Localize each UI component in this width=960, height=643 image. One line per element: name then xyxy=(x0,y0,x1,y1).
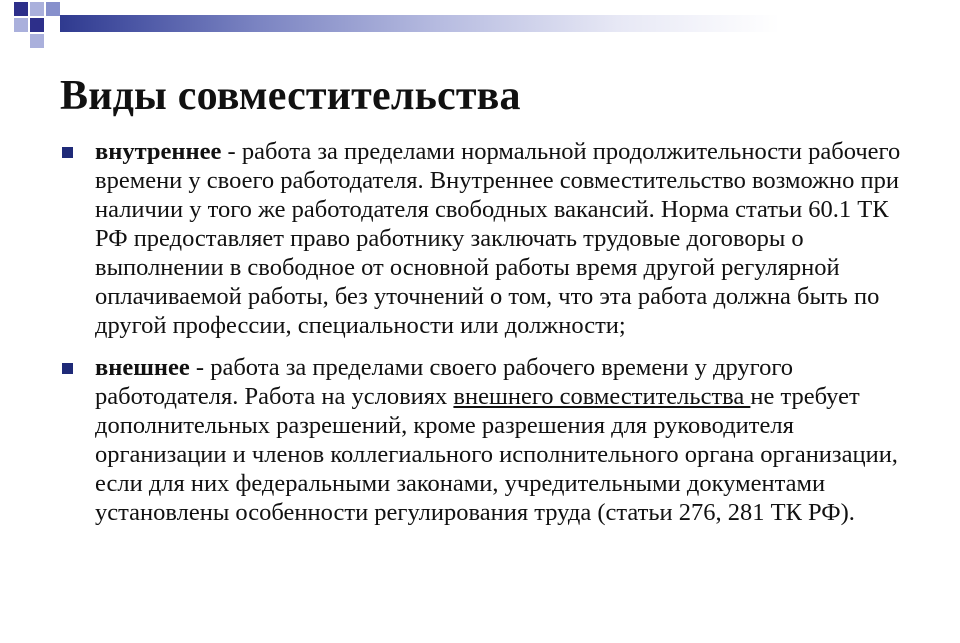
item-text: - работа за пределами своего рабочего времени у другого работодателя. Работа на условиях xyxy=(95,354,794,410)
square-bullet-icon xyxy=(62,147,73,158)
list-item xyxy=(60,353,920,527)
decor-square xyxy=(14,2,28,16)
decor-square xyxy=(30,18,44,32)
header-gradient-bar xyxy=(60,15,960,32)
top-decorative-band xyxy=(0,0,960,48)
slide-title: Виды совместительства xyxy=(60,73,521,119)
term-external: внешнее xyxy=(95,354,190,381)
decor-square xyxy=(30,34,44,48)
list-item xyxy=(60,137,920,340)
item-text: - работа за пределами нормальной продолжительности рабочего времени у своего работодателя. Внутреннее совместительство возможно при наличии у того же работодателя свободных вакансий. Норма статьи 60.1 ТК РФ предоставляет право работнику заключать трудовые договоры о выполнении в свободное от основной работы время другой регулярной оплачиваемой работы, без уточнений о том, что эта работа должна быть по другой профессии, специальности или должности; xyxy=(95,138,901,339)
bullet-list xyxy=(60,137,920,527)
decor-square xyxy=(30,2,44,16)
decor-square xyxy=(46,2,60,16)
term-internal: внутреннее xyxy=(95,138,222,165)
external-part-time-link[interactable]: внешнего совместительства xyxy=(453,383,751,410)
decor-square xyxy=(14,18,28,32)
item-text: не требует дополнительных разрешений, кроме разрешения для руководителя организации и членов коллегиального исполнительного органа организации, если для них федеральными законами, учредительными документами установлены особенности регулирования труда (статьи 276, 281 ТК РФ). xyxy=(95,383,898,526)
square-bullet-icon xyxy=(62,363,73,374)
